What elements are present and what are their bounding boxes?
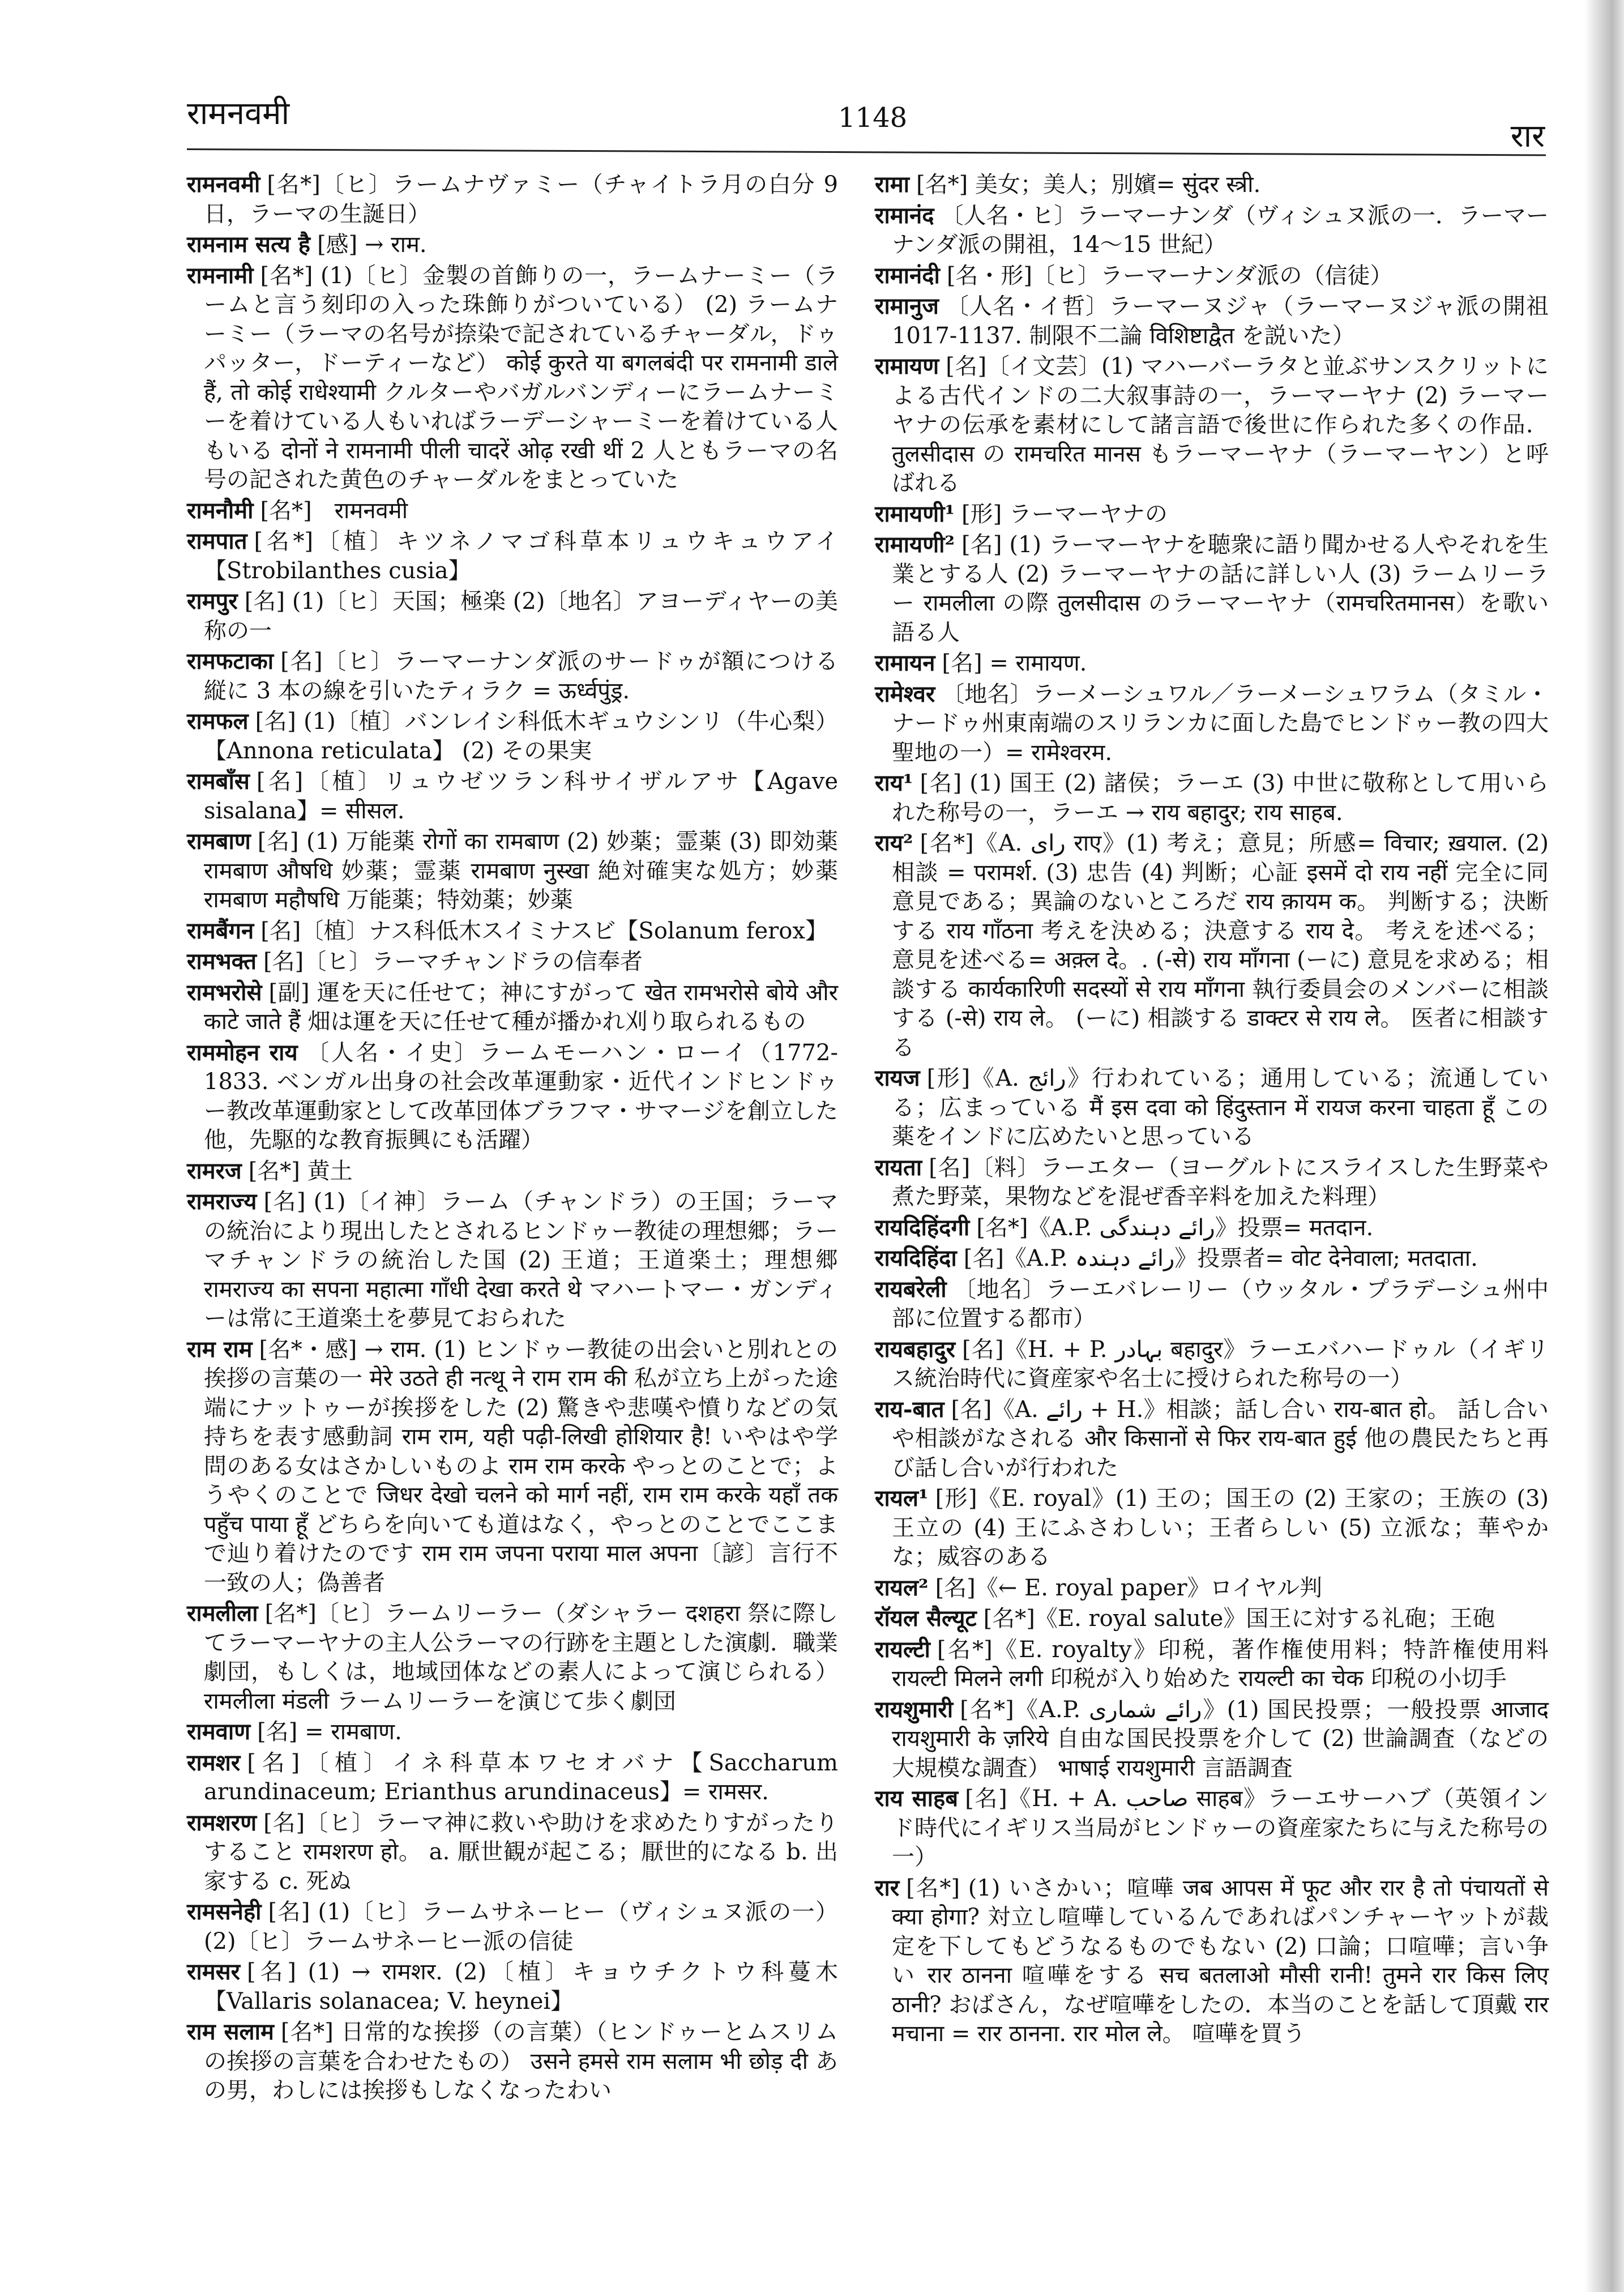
dictionary-entry: [187, 767, 838, 826]
entry-headword: रायल¹: [875, 1485, 929, 1512]
dictionary-entry: [875, 1604, 1549, 1634]
entry-headword: रामरज: [187, 1157, 242, 1184]
entry-headword: रार: [875, 1874, 900, 1901]
entry-definition: [名*]〔ヒ〕ラームナヴァミー（チャイトラ月の白分 9 日，ラーマの生誕日）: [204, 172, 838, 227]
entry-definition: [名*]《E. royal salute》国王に対する礼砲；王砲: [983, 1606, 1495, 1632]
entry-definition: [名*] (1)〔ヒ〕金製の首飾りの一，ラームナーミー（ラームと言う刻印の入った珠飾りがついている） (2) ラームナーミー（ラーマの名号が捺染で記されているチャーダル，ドゥパッター，ドーティーなど） कोई कुरते या बगलबंदी पर रामनामी डाले हैं, तो कोई राधेश्यामी クルターやバガルバンディーにラームナーミーを着けている人もいればラーデーシャーミーを着けている人もいる दोनों ने रामनामी पीली चादरें ओढ़ रखी थीं 2 人ともラーマの名号の記された黄色のチャーダルをまとっていた: [204, 262, 838, 493]
entry-headword: रामपात: [187, 528, 247, 554]
dictionary-entry: [187, 947, 838, 977]
entry-headword: रामफल: [187, 708, 249, 735]
entry-definition: [名] (1) 万能薬 रोगों का रामबाण (2) 妙薬；霊薬 (3) 即効薬 रामबाण औषधि 妙薬；霊薬 रामबाण नुस्खा 絶対確実な処方；妙薬 रामबाण महौषधि 万能薬；特効薬；妙薬: [204, 829, 838, 913]
dictionary-entry: [187, 170, 838, 229]
entry-headword: रामभरोसे: [187, 979, 262, 1006]
entry-definition: [名]〔料〕ラーエター（ヨーグルトにスライスした生野菜や煮た野菜，果物などを混ぜ香辛料を加えた料理）: [892, 1154, 1549, 1210]
entry-definition: [名] (1) ラーマーヤナを聴衆に語り聞かせる人やそれを生業とする人 (2) ラーマーヤナの話に詳しい人 (3) ラームリーラー रामलीला の際 तुलसीदास のラーマーヤナ（रामचरितमानस）を歌い語る人: [892, 532, 1549, 646]
dictionary-entry: [187, 1748, 838, 1807]
entry-headword: रामनवमी: [187, 171, 260, 198]
dictionary-entry: [187, 527, 838, 586]
dictionary-entry: [875, 530, 1549, 647]
entry-definition: [名*]《A.P. رائے دہندگی》投票= मतदान.: [976, 1214, 1374, 1241]
entry-definition: 〔人名・イ哲〕ラーマーヌジャ（ラーマーヌジャ派の開祖 1017-1137. 制限不二論 विशिष्टाद्वैत を説いた）: [892, 293, 1549, 349]
entry-headword: रामबाँस: [187, 768, 250, 795]
entry-definition: [名*]〔ヒ〕ラームリーラー（ダシャラー दशहरा 祭に際してラーマーヤナの主人公ラーマの行跡を主題とした演劇．職業劇団，もしくは，地域団体などの素人によって演じられる） रामलीला मंडली ラームリーラーを演じて歩く劇団: [204, 1600, 838, 1714]
entry-headword: राय¹: [875, 770, 913, 796]
dictionary-entry: [187, 1717, 838, 1747]
entry-headword: रामायण: [875, 353, 939, 379]
dictionary-entry: [875, 1784, 1549, 1872]
left-column: [187, 170, 838, 2107]
entry-definition: [名*] 日常的な挨拶（の言葉）（ヒンドゥーとムスリムの挨拶の言葉を合わせたもの） उसने हमसे राम सलाम भी छोड़ दी あの男，わしには挨拶もしなくなったわい: [204, 2019, 838, 2103]
entry-headword: रामनौमी: [187, 497, 254, 524]
entry-definition: [名*] 黄土: [248, 1158, 353, 1184]
dictionary-entry: [875, 1335, 1549, 1394]
dictionary-entry: [187, 1156, 838, 1186]
entry-definition: 〔地名〕ラーエバレーリー（ウッタル・プラデーシュ州中部に位置する都市）: [892, 1276, 1549, 1331]
entry-definition: [名]《H. + A. صاحب साहब》ラーエサーハブ（英領インド時代にイギリス当局がヒンドゥーの資産家たちに与えた称号の一）: [892, 1786, 1549, 1870]
dictionary-entry: [875, 1395, 1549, 1483]
entry-headword: रामानंद: [875, 202, 934, 229]
entry-definition: [名*] (1) いさかい；喧嘩 जब आपस में फूट और रार है तो पंचायतों से क्या होगा? 対立し喧嘩しているんであればパンチャーヤットが裁定を下してもどうなるものでもない (2) 口論；口喧嘩；言い争い रार ठानना 喧嘩をする सच बतलाओ मौसी रानी! तुमने रार किस लिए ठानी? おばさん，なぜ喧嘩をしたの．本当のことを話して頂戴 रार मचाना = रार ठानना. रार मोल ले。 喧嘩を買う: [892, 1875, 1549, 2047]
entry-headword: रामायणी²: [875, 531, 955, 558]
entry-definition: [名]《A.P. رائے دہندہ》投票者= वोट देनेवाला; मतदाता.: [963, 1245, 1478, 1271]
dictionary-entry: [875, 1064, 1549, 1152]
entry-definition: [感] → राम.: [317, 232, 427, 258]
dictionary-entry: [187, 1038, 838, 1155]
entry-headword: रामनामी: [187, 262, 254, 289]
entry-definition: [名]〔ヒ〕ラーマ神に救いや助けを求めたりすがったりすること रामशरण हो。 a. 厭世観が起こる；厭世的になる b. 出家する c. 死ぬ: [204, 1809, 838, 1894]
entry-definition: [名*] रामनवमी: [260, 497, 408, 524]
dictionary-entry: [875, 769, 1549, 827]
entry-headword: रामायन: [875, 650, 935, 676]
page-number: 1148: [838, 102, 908, 134]
entry-definition: [名]〔ヒ〕ラーマーナンダ派のサードゥが額につける縦に 3 本の線を引いたティラク = ऊर्ध्वपुंड्र.: [204, 648, 838, 704]
entry-headword: रामानंदी: [875, 262, 940, 289]
entry-definition: [副] 運を天に任せて；神にすがって खेत रामभरोसे बोये और काटे जाते हैं 畑は運を天に任せて種が播かれ刈り取られるもの: [204, 979, 838, 1035]
dictionary-entry: [875, 500, 1549, 530]
entry-definition: [名]〔植〕ナス科低木スイミナスビ【Solanum ferox】: [260, 917, 828, 944]
entry-headword: राय-बात: [875, 1395, 945, 1423]
dictionary-entry: [875, 680, 1549, 768]
entry-headword: रामशरण: [187, 1809, 257, 1836]
entry-definition: [形]《E. royal》(1) 王の；国王の (2) 王家の；王族の (3) 王立の (4) 王にふさわしい；王者らしい (5) 立派な；華やかな；威容のある: [892, 1486, 1549, 1570]
entry-headword: रामायणी¹: [875, 500, 955, 527]
entry-definition: [名] = रामायण.: [942, 650, 1087, 676]
dictionary-entry: [875, 1873, 1549, 2049]
entry-headword: राम सलाम: [187, 2018, 274, 2045]
dictionary-entry: [187, 647, 838, 706]
dictionary-entry: [187, 1897, 838, 1956]
entry-definition: [名] = रामबाण.: [257, 1719, 402, 1745]
dictionary-entry: [187, 496, 838, 526]
entry-definition: [名*]《A.P. رائے شماری》(1) 国民投票；一般投票 आजाद रायशुमारी के ज़रिये 自由な国民投票を介して (2) 世論調査（などの大規模な調査） भाषाई रायशुमारी 言語調査: [892, 1696, 1549, 1781]
dictionary-entry: [875, 1635, 1549, 1694]
entry-headword: रामसनेही: [187, 1898, 262, 1925]
entry-headword: रामफटाका: [187, 648, 274, 675]
entry-headword: रायबरेली: [875, 1275, 947, 1303]
dictionary-entry: [187, 261, 838, 495]
dictionary-entry: [875, 1213, 1549, 1243]
entry-definition: [名] (1) 国王 (2) 諸侯；ラーエ (3) 中世に敬称として用いられた称号の一，ラーエ → राय बहादुर; राय साहब.: [892, 770, 1549, 826]
dictionary-entry: [875, 829, 1549, 1062]
dictionary-entry: [187, 230, 838, 260]
header-rule: [187, 148, 1546, 156]
dictionary-entry: [875, 1275, 1549, 1334]
entry-headword: रामशर: [187, 1749, 241, 1776]
scan-page-edge: [1584, 0, 1624, 2292]
dictionary-entry: [187, 1808, 838, 1897]
dictionary-entry: [875, 292, 1549, 351]
dictionary-entry: [187, 2017, 838, 2106]
entry-definition: [名]〔植〕イネ科草本ワセオバナ【Saccharum arundinaceum; Erianthus arundinaceus】= रामसर.: [204, 1749, 838, 1805]
dictionary-entry: [875, 261, 1549, 291]
entry-headword: रायज: [875, 1065, 920, 1091]
entry-headword: रॉयल सैल्यूट: [875, 1605, 977, 1632]
dictionary-entry: [875, 1695, 1549, 1783]
dictionary-entry: [875, 1484, 1549, 1572]
entry-definition: [名] (1)〔植〕バンレイシ科低木ギュウシンリ（牛心梨）【Annona reticulata】 (2) その果実: [204, 708, 838, 764]
entry-headword: रायल्टी: [875, 1636, 930, 1663]
entry-headword: रायदिहिंदगी: [875, 1214, 970, 1241]
dictionary-entry: [187, 1957, 838, 2016]
dictionary-entry: [875, 1153, 1549, 1212]
entry-definition: 〔人名・ヒ〕ラーマーナンダ（ヴィシュヌ派の一．ラーマーナンダ派の開祖，14〜15 世紀）: [892, 202, 1549, 258]
dictionary-entry: [187, 1335, 838, 1598]
entry-headword: रामनाम सत्य है: [187, 231, 311, 258]
entry-definition: [名]〔植〕リュウゼツラン科サイザルアサ【Agave sisalana】= सीसल.: [204, 769, 838, 824]
dictionary-entry: [875, 352, 1549, 498]
entry-headword: रामवाण: [187, 1718, 251, 1745]
entry-definition: [名*]〔植〕キツネノマゴ科草本リュウキュウアイ【Strobilanthes cusia】: [204, 528, 838, 584]
entry-headword: रायबहादुर: [875, 1335, 955, 1363]
running-head-last-entry: रार: [1510, 118, 1545, 155]
entry-headword: राममोहन राय: [187, 1039, 298, 1066]
entry-definition: [名*] 美女；美人；別嬪= सुंदर स्त्री.: [916, 172, 1261, 198]
entry-headword: रामेश्वर: [875, 680, 935, 707]
entry-definition: [名]《A. رائے + H.》相談；話し合い राय-बात हो。 話し合いや相談がなされる और किसानों से फिर राय-बात हुई 他の農民たちと再び話し合いが行われた: [892, 1396, 1549, 1481]
entry-definition: [名]《← E. royal paper》ロイヤル判: [935, 1574, 1323, 1601]
dictionary-entry: [875, 1573, 1549, 1603]
entry-definition: [名]《H. + P. بہادر बहादुर》ラーエバハードゥル（イギリス統治時代に資産家や名士に授けられた称号の一）: [892, 1336, 1549, 1392]
dictionary-entry: [187, 587, 838, 646]
dictionary-entry: [187, 827, 838, 915]
right-column: [875, 170, 1549, 2050]
entry-definition: 〔人名・イ史〕ラームモーハン・ローイ（1772-1833. ベンガル出身の社会改革運動家・近代インドヒンドゥー教改革運動家として改革団体ブラフマ・サマージを創立した他，先駆的な教育振興にも活躍）: [204, 1039, 838, 1153]
entry-definition: [形]《A. رائج》行われている；通用している；流通している；広まっている मैं इस दवा को हिंदुस्तान में रायज करना चाहता हूँ この薬をインドに広めたいと思っている: [892, 1065, 1549, 1150]
entry-headword: रामा: [875, 171, 909, 198]
entry-headword: रामबैंगन: [187, 917, 254, 944]
dictionary-entry: [875, 170, 1549, 200]
entry-headword: रायशुमारी: [875, 1696, 954, 1723]
entry-definition: 〔地名〕ラーメーシュワル／ラーメーシュワラム（タミル・ナードゥ州東南端のスリランカに面した島でヒンドゥー教の四大聖地の一）= रामेश्वरम.: [892, 681, 1549, 766]
entry-definition: [名] (1)〔ヒ〕ラームサネーヒー（ヴィシュヌ派の一） (2)〔ヒ〕ラームサネーヒー派の信徒: [204, 1899, 838, 1954]
entry-headword: रामानुज: [875, 293, 939, 319]
entry-headword: रामपुर: [187, 588, 238, 614]
dictionary-entry: [187, 916, 838, 946]
dictionary-entry: [187, 978, 838, 1037]
entry-headword: रामराज्य: [187, 1188, 257, 1215]
entry-definition: [形] ラーマーヤナの: [961, 501, 1168, 527]
dictionary-entry: [875, 1244, 1549, 1274]
entry-definition: [名*]《E. royalty》印税，著作権使用料；特許権使用料 रायल्टी मिलने लगी 印税が入り始めた रायल्टी का चेक 印税の小切手: [892, 1636, 1549, 1692]
entry-headword: रामसर: [187, 1958, 241, 1985]
entry-headword: रामलीला: [187, 1600, 258, 1627]
dictionary-entry: [875, 648, 1549, 678]
entry-definition: [名]〔イ文芸〕(1) マハーバーラタと並ぶサンスクリットによる古代インドの二大叙事詩の一，ラーマーヤナ (2) ラーマーヤナの伝承を素材にして諸言語で後世に作られた多くの作品． तुलसीदास の रामचरित मानस もラーマーヤナ（ラーマーヤン）と呼ばれる: [892, 353, 1549, 496]
entry-headword: राय²: [875, 830, 913, 856]
entry-headword: रायल²: [875, 1574, 929, 1601]
entry-definition: [名] (1)〔ヒ〕天国；極楽 (2)〔地名〕アヨーディヤーの美称の一: [204, 588, 838, 644]
entry-definition: [名・形]〔ヒ〕ラーマーナンダ派の（信徒）: [946, 262, 1393, 289]
entry-definition: [名*・感] → राम. (1) ヒンドゥー教徒の出会いと別れとの挨拶の言葉の一 मेरे उठते ही नत्थू ने राम राम की 私が立ち上がった途端にナットゥーが挨拶をした (2) 驚きや悲嘆や憤りなどの気持ちを表す感動詞 राम राम, यही पढ़ी-लिखी होशियार है! いやはや学問のある女はさかしいものよ राम राम करके やっとのことで；ようやくのことで जिधर देखो चलने को मार्ग नहीं, राम राम करके यहाँ तक पहुँच पाया हूँ どちらを向いても道はなく，やっとのことでここまで辿り着けたのです राम राम जपना पराया माल अपना〔諺〕言行不一致の人；偽善者: [204, 1336, 838, 1596]
dictionary-entry: [187, 707, 838, 766]
entry-headword: रामभक्त: [187, 948, 257, 975]
entry-headword: रायता: [875, 1154, 922, 1181]
entry-headword: रायदिहिंदा: [875, 1245, 957, 1271]
dictionary-entry: [187, 1187, 838, 1334]
entry-headword: रामबाण: [187, 828, 251, 855]
entry-headword: राय साहब: [875, 1785, 959, 1812]
entry-definition: [名*]《A. رای राए》(1) 考え；意見；所感= विचार; ख़याल. (2) 相談 = परामर्श. (3) 忠告 (4) 判断；心証 इसमें दो राय नहीं 完全に同意見である；異論のないところだ राय क़ायम क。 判断する；決断する राय गाँठना 考えを決める；決意する राय दे。 考えを述べる；意見を述べる= अक़्ल दे。. (-से) राय माँगना (ーに) 意見を求める；相談する कार्यकारिणी सदस्यों से राय माँगना 執行委員会のメンバーに相談する (-से) राय ले。 (ーに) 相談する डाक्टर से राय ले。 医者に相談する: [892, 830, 1549, 1061]
running-head-first-entry: रामनवमी: [187, 95, 290, 132]
dictionary-entry: [187, 1599, 838, 1716]
dictionary-entry: [875, 201, 1549, 260]
entry-definition: [名] (1) → रामशर. (2)〔植〕キョウチクトウ科蔓木【Vallaris solanacea; V. heynei】: [204, 1959, 838, 2014]
entry-definition: [名]〔ヒ〕ラーマチャンドラの信奉者: [263, 949, 643, 975]
entry-headword: राम राम: [187, 1335, 253, 1363]
entry-definition: [名] (1)〔イ神〕ラーム（チャンドラ）の王国；ラーマの統治により現出したとされるヒンドゥー教徒の理想郷；ラーマチャンドラの統治した国 (2) 王道；王道楽土；理想郷 रामराज्य का सपना महात्मा गाँधी देखा करते थे マハートマー・ガンディーは常に王道楽土を夢見ておられた: [204, 1189, 838, 1331]
